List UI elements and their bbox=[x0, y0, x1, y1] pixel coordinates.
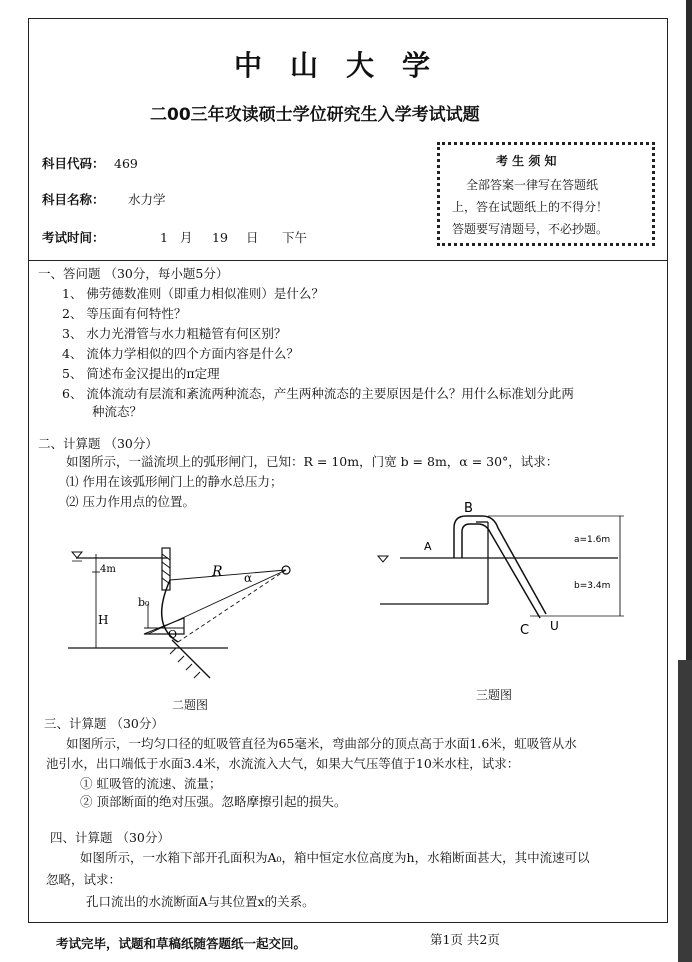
exam-month-unit: 月 bbox=[180, 230, 193, 245]
footer-note: 考试完毕，试题和草稿纸随答题纸一起交回。 bbox=[56, 936, 307, 951]
problem-text: 如图所示，一均匀口径的虹吸管直径为65毫米，弯曲部分的顶点高于水面1.6米，虹吸管从水 bbox=[66, 736, 577, 751]
radial-gate-diagram bbox=[58, 530, 318, 690]
fig2-caption: 二题图 bbox=[172, 698, 209, 712]
fig2-o-label: O bbox=[168, 628, 178, 641]
header-divider bbox=[29, 260, 667, 261]
fig3-c-label: C bbox=[520, 623, 530, 638]
question-item: 6、 流体流动有层流和紊流两种流态，产生两种流态的主要原因是什么？用什么标准划分此两 bbox=[62, 386, 574, 401]
notice-title: 考 生 须 知 bbox=[496, 154, 557, 168]
fig3-b-label: B bbox=[464, 501, 473, 516]
subject-code-value: 469 bbox=[114, 156, 138, 171]
fig3-b-dim: b=3.4m bbox=[574, 581, 611, 591]
fig2-alpha-label: α bbox=[244, 571, 253, 585]
fig3-u-label: U bbox=[550, 619, 559, 633]
section-title: 四、计算题 （30分） bbox=[50, 830, 170, 845]
candidate-notice bbox=[437, 142, 655, 246]
school-name: 中山大学 bbox=[233, 49, 458, 82]
exam-time-label: 考试时间： bbox=[42, 230, 105, 245]
fig2-radius-label: R bbox=[212, 564, 223, 580]
problem-item: ⑵ 压力作用点的位置。 bbox=[66, 494, 195, 509]
fig2-b0-label: b₀ bbox=[138, 596, 150, 609]
notice-line: 全部答案一律写在答题纸 bbox=[466, 178, 599, 192]
exam-month: 1 bbox=[160, 230, 168, 245]
question-item: 3、 水力光滑管与水力粗糙管有何区别？ bbox=[62, 326, 287, 341]
question-item: 种流态？ bbox=[92, 404, 143, 419]
fig2-height-label: H bbox=[98, 613, 109, 627]
question-item: 1、 佛劳德数准则（即重力相似准则）是什么？ bbox=[62, 286, 324, 301]
section-title: 三、计算题 （30分） bbox=[44, 716, 164, 731]
problem-text: 如图所示，一水箱下部开孔面积为A₀，箱中恒定水位高度为h，水箱断面甚大，其中流速可以 bbox=[80, 850, 590, 865]
question-item: 5、 简述布金汉提出的π定理 bbox=[62, 366, 220, 381]
subject-name-label: 科目名称： bbox=[42, 192, 105, 207]
notice-line: 答题要写清题号，不必抄题。 bbox=[452, 222, 609, 236]
problem-item: ⑴ 作用在该弧形闸门上的静水总压力； bbox=[66, 474, 283, 489]
subject-code-label: 科目代码： bbox=[42, 156, 105, 171]
siphon-diagram bbox=[370, 496, 650, 646]
scan-edge bbox=[678, 660, 692, 962]
page-number: 第1页 共2页 bbox=[430, 932, 500, 947]
problem-item: ② 顶部断面的绝对压强。忽略摩擦引起的损失。 bbox=[80, 794, 347, 809]
exam-session: 下午 bbox=[282, 230, 308, 245]
problem-text: 如图所示，一溢流坝上的弧形闸门，已知：R = 10m，门宽 b = 8m，α = 30°，试求： bbox=[66, 454, 559, 469]
problem-text: 池引水，出口端低于水面3.4米，水流流入大气，如果大气压等值于10米水柱，试求： bbox=[46, 756, 520, 771]
section-title: 二、计算题 （30分） bbox=[38, 436, 158, 451]
fig2-depth-label: 4m bbox=[100, 564, 116, 575]
question-item: 2、 等压面有何特性？ bbox=[62, 306, 187, 321]
subject-name-value: 水力学 bbox=[128, 192, 166, 207]
problem-text: 忽略，试求： bbox=[46, 872, 122, 887]
question-item: 4、 流体力学相似的四个方面内容是什么？ bbox=[62, 346, 299, 361]
notice-line: 上，答在试题纸上的不得分！ bbox=[452, 200, 609, 214]
exam-day-unit: 日 bbox=[246, 230, 259, 245]
fig3-a-dim: a=1.6m bbox=[574, 535, 611, 545]
fig3-a-label: A bbox=[424, 540, 432, 553]
fig3-caption: 三题图 bbox=[476, 688, 513, 702]
exam-title: 二00三年攻读硕士学位研究生入学考试试题 bbox=[150, 105, 480, 125]
problem-text: 孔口流出的水流断面A与其位置x的关系。 bbox=[86, 894, 315, 909]
problem-item: ① 虹吸管的流速、流量； bbox=[80, 776, 222, 791]
section-title: 一、答问题 （30分，每小题5分） bbox=[38, 266, 229, 281]
exam-day: 19 bbox=[212, 230, 228, 245]
